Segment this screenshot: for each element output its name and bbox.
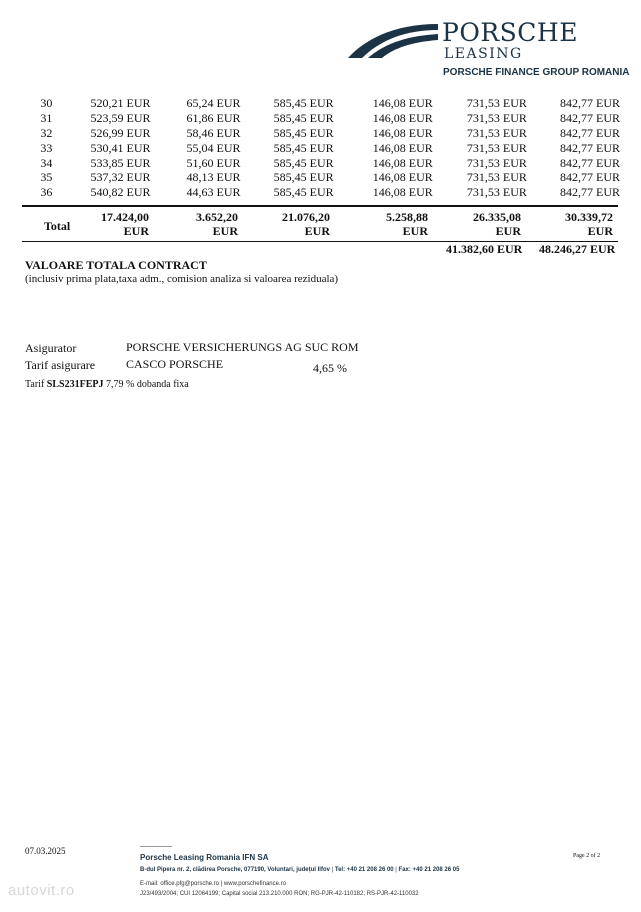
- footer-contact: E-mail: office.pfg@porsche.ro | www.porschefinance.ro: [140, 881, 286, 887]
- tarif-code: SLS231FEPJ: [46, 379, 104, 390]
- totals-divider-bottom: [22, 241, 618, 242]
- schedule-cell: 146,08 EUR: [372, 140, 433, 155]
- insurer-label: Asigurator: [25, 341, 77, 355]
- schedule-cell: 842,77 EUR: [560, 111, 620, 126]
- schedule-cell: 58,46 EUR: [186, 125, 241, 140]
- footer-address: B-dul Pipera nr. 2, clădirea Porsche, 077190, Voluntari, județul Ilfov | Tel: +40 21 208 26 00 | Fax: +40 21 208 26 05: [140, 867, 460, 873]
- schedule-cell: 537,32 EUR: [90, 170, 151, 185]
- schedule-cell: 731,53 EUR: [466, 185, 527, 200]
- footer-rule: [140, 846, 172, 847]
- valoare-note: (inclusiv prima plata,taxa adm., comision analiza si valoarea reziduala): [25, 273, 339, 285]
- schedule-cell: 530,41 EUR: [90, 140, 151, 155]
- grand-total-1: 41.382,60 EUR: [446, 242, 523, 256]
- schedule-cell: 842,77 EUR: [560, 125, 620, 140]
- logo-group: PORSCHE FINANCE GROUP ROMANIA: [443, 67, 630, 78]
- tarif-label: Tarif asigurare: [25, 358, 96, 372]
- schedule-row: [22, 155, 620, 170]
- logo-brand: PORSCHE: [442, 18, 578, 47]
- schedule-cell: 585,45 EUR: [273, 125, 334, 140]
- schedule-cell: 731,53 EUR: [466, 140, 527, 155]
- installment-number: 34: [40, 155, 53, 170]
- schedule-cell: 731,53 EUR: [466, 170, 527, 185]
- schedule-cell: 146,08 EUR: [372, 170, 433, 185]
- schedule-cell: 585,45 EUR: [273, 111, 334, 126]
- tarif-value: CASCO PORSCHE: [126, 357, 224, 371]
- schedule-cell: 520,21 EUR: [90, 96, 151, 111]
- tarif-code-line: Tarif SLS231FEPJ 7,79 % dobanda fixa: [25, 379, 189, 390]
- schedule-row: [22, 96, 620, 111]
- installment-number: 31: [40, 111, 53, 126]
- installment-number: 30: [40, 96, 53, 111]
- schedule-cell: 540,82 EUR: [90, 185, 151, 200]
- schedule-cell: 731,53 EUR: [466, 155, 527, 170]
- schedule-cell: 533,85 EUR: [90, 155, 151, 170]
- total-cell: 30.339,72 EUR: [565, 210, 613, 238]
- footer-company: Porsche Leasing Romania IFN SA: [140, 853, 269, 862]
- schedule-cell: 842,77 EUR: [560, 140, 620, 155]
- installment-number: 32: [40, 125, 53, 140]
- schedule-cell: 65,24 EUR: [186, 96, 241, 111]
- schedule-cell: 731,53 EUR: [466, 96, 527, 111]
- schedule-row: [22, 126, 620, 141]
- schedule-cell: 55,04 EUR: [186, 140, 241, 155]
- total-cell: 3.652,20 EUR: [196, 210, 238, 238]
- tarif-percent: 4,65 %: [313, 361, 347, 375]
- schedule-cell: 842,77 EUR: [560, 185, 620, 200]
- schedule-cell: 842,77 EUR: [560, 96, 620, 111]
- schedule-cell: 146,08 EUR: [372, 96, 433, 111]
- schedule-row: [22, 185, 620, 200]
- schedule-cell: 48,13 EUR: [186, 170, 241, 185]
- totals-divider-top: [22, 205, 618, 207]
- totals-label: Total: [44, 219, 71, 233]
- schedule-cell: 731,53 EUR: [466, 125, 527, 140]
- schedule-cell: 842,77 EUR: [560, 155, 620, 170]
- schedule-cell: 146,08 EUR: [372, 185, 433, 200]
- schedule-cell: 585,45 EUR: [273, 140, 334, 155]
- footer-registration: J23/493/2004; CUI 12064199; Capital social 213.210.000 RON; RG-PJR-42-110182; RS-PJR-42-110032: [140, 891, 419, 897]
- payment-schedule-table: [22, 96, 620, 200]
- installment-number: 36: [40, 185, 53, 200]
- schedule-cell: 585,45 EUR: [273, 170, 334, 185]
- valoare-title: VALOARE TOTALA CONTRACT: [25, 258, 207, 272]
- total-cell: 21.076,20 EUR: [282, 210, 330, 238]
- schedule-cell: 44,63 EUR: [186, 185, 241, 200]
- grand-total-2: 48.246,27 EUR: [539, 242, 616, 256]
- logo-sub: LEASING: [444, 46, 523, 62]
- footer-page-number: Page 2 of 2: [573, 853, 601, 859]
- footer-date: 07.03.2025: [25, 846, 66, 856]
- schedule-cell: 61,86 EUR: [186, 111, 241, 126]
- schedule-cell: 51,60 EUR: [186, 155, 241, 170]
- insurer-value: PORSCHE VERSICHERUNGS AG SUC ROM: [126, 340, 359, 354]
- total-cell: 5.258,88 EUR: [386, 210, 428, 238]
- installment-number: 33: [40, 140, 53, 155]
- schedule-cell: 526,99 EUR: [90, 125, 151, 140]
- schedule-row: [22, 111, 620, 126]
- total-cell: 17.424,00 EUR: [101, 210, 149, 238]
- schedule-cell: 585,45 EUR: [273, 96, 334, 111]
- schedule-cell: 146,08 EUR: [372, 111, 433, 126]
- schedule-cell: 731,53 EUR: [466, 111, 527, 126]
- watermark: autovit.ro: [8, 882, 75, 899]
- schedule-cell: 585,45 EUR: [273, 185, 334, 200]
- schedule-cell: 523,59 EUR: [90, 111, 151, 126]
- installment-number: 35: [40, 170, 53, 185]
- schedule-row: [22, 170, 620, 185]
- swoosh-logo-icon: [346, 18, 442, 60]
- porsche-leasing-logo: [346, 18, 628, 82]
- schedule-row: [22, 140, 620, 155]
- schedule-cell: 842,77 EUR: [560, 170, 620, 185]
- total-cell: 26.335,08 EUR: [473, 210, 521, 238]
- schedule-cell: 585,45 EUR: [273, 155, 334, 170]
- schedule-cell: 146,08 EUR: [372, 125, 433, 140]
- schedule-cell: 146,08 EUR: [372, 155, 433, 170]
